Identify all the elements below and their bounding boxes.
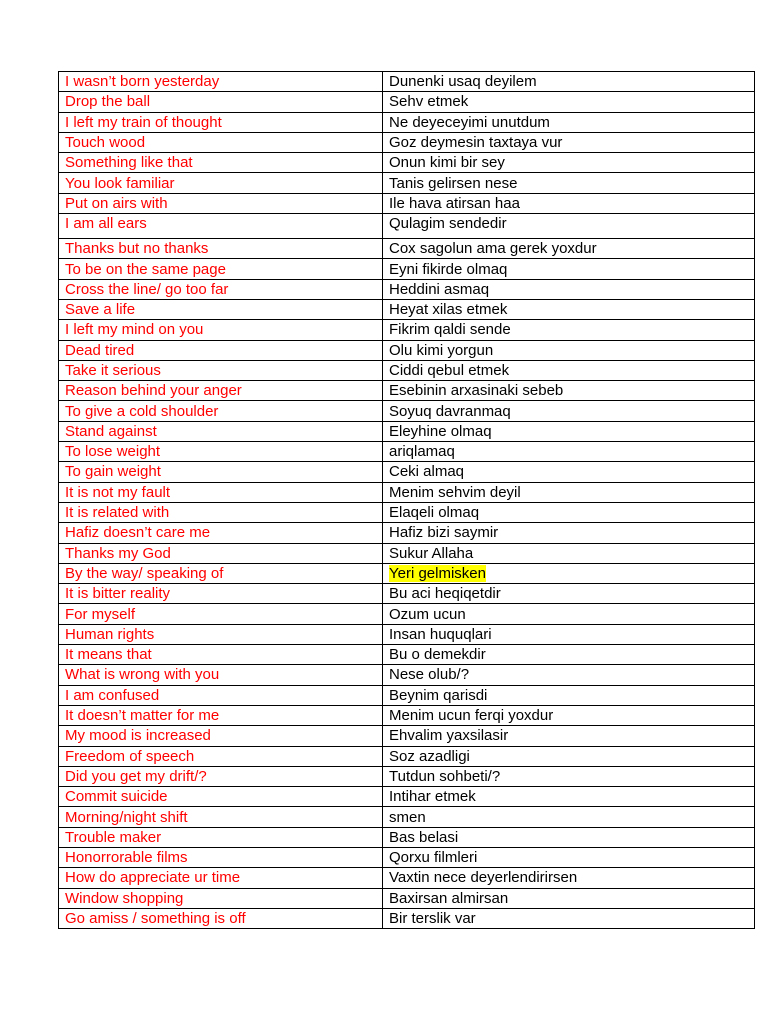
- translation-cell: [383, 193, 755, 213]
- table-row: [59, 868, 755, 888]
- english-phrase-cell: [59, 847, 383, 867]
- translation-cell: [383, 604, 755, 624]
- phrase-table-body: [59, 72, 755, 929]
- english-phrase-cell: [59, 665, 383, 685]
- translation: Elaqeli olmaq: [389, 504, 480, 522]
- english-phrase: My mood is increased: [65, 727, 211, 745]
- translation: Qulagim sendedir: [389, 215, 507, 233]
- translation-cell: [383, 462, 755, 482]
- english-phrase-cell: [59, 72, 383, 92]
- table-row: [59, 543, 755, 563]
- translation: ariqlamaq: [389, 443, 455, 461]
- table-row: [59, 173, 755, 193]
- english-phrase: Freedom of speech: [65, 747, 195, 765]
- table-row: [59, 132, 755, 152]
- table-row: [59, 888, 755, 908]
- english-phrase: You look familiar: [65, 174, 175, 192]
- translation-cell: [383, 173, 755, 193]
- translation: Olu kimi yorgun: [389, 341, 494, 359]
- table-row: [59, 360, 755, 380]
- translation: Sukur Allaha: [389, 544, 474, 562]
- english-phrase: It means that: [65, 646, 152, 664]
- translation-cell: [383, 868, 755, 888]
- english-phrase-cell: [59, 888, 383, 908]
- english-phrase: Touch wood: [65, 134, 146, 152]
- translation: Dunenki usaq deyilem: [389, 73, 537, 91]
- table-row: [59, 112, 755, 132]
- table-row: [59, 847, 755, 867]
- english-phrase-cell: [59, 482, 383, 502]
- translation: Eyni fikirde olmaq: [389, 260, 508, 278]
- english-phrase: It is bitter reality: [65, 585, 171, 603]
- translation: Menim ucun ferqi yoxdur: [389, 707, 554, 725]
- translation: Baxirsan almirsan: [389, 889, 509, 907]
- english-phrase: Drop the ball: [65, 93, 151, 111]
- english-phrase-cell: [59, 908, 383, 928]
- translation-cell: [383, 685, 755, 705]
- english-phrase: It doesn’t matter for me: [65, 707, 220, 725]
- english-phrase: Honorrorable films: [65, 849, 188, 867]
- english-phrase-cell: [59, 462, 383, 482]
- translation-cell: [383, 214, 755, 239]
- translation-cell: [383, 624, 755, 644]
- translation: Beynim qarisdi: [389, 686, 488, 704]
- translation: Bas belasi: [389, 828, 459, 846]
- table-row: [59, 523, 755, 543]
- english-phrase-cell: [59, 624, 383, 644]
- translation: Goz deymesin taxtaya vur: [389, 134, 563, 152]
- english-phrase-cell: [59, 543, 383, 563]
- translation-cell: [383, 746, 755, 766]
- translation: Ne deyeceyimi unutdum: [389, 113, 550, 131]
- english-phrase: I am confused: [65, 686, 160, 704]
- english-phrase: I left my train of thought: [65, 113, 222, 131]
- english-phrase-cell: [59, 584, 383, 604]
- english-phrase-cell: [59, 502, 383, 522]
- english-phrase: To be on the same page: [65, 260, 226, 278]
- translation: Bu o demekdir: [389, 646, 486, 664]
- translation-cell: [383, 908, 755, 928]
- english-phrase-cell: [59, 421, 383, 441]
- table-row: [59, 239, 755, 259]
- english-phrase-cell: [59, 766, 383, 786]
- table-row: [59, 340, 755, 360]
- translation-cell: [383, 153, 755, 173]
- translation-cell: [383, 259, 755, 279]
- translation: Onun kimi bir sey: [389, 154, 505, 172]
- english-phrase-cell: [59, 360, 383, 380]
- english-phrase: Morning/night shift: [65, 808, 188, 826]
- translation-cell: [383, 72, 755, 92]
- translation-cell: [383, 705, 755, 725]
- translation-cell: [383, 807, 755, 827]
- english-phrase-cell: [59, 563, 383, 583]
- translation-cell: [383, 401, 755, 421]
- english-phrase: How do appreciate ur time: [65, 869, 241, 887]
- translation-cell: [383, 320, 755, 340]
- english-phrase-cell: [59, 193, 383, 213]
- translation: Ozum ucun: [389, 605, 466, 623]
- table-row: [59, 563, 755, 583]
- translation: Nese olub/?: [389, 666, 470, 684]
- english-phrase: I left my mind on you: [65, 321, 204, 339]
- english-phrase: Trouble maker: [65, 828, 162, 846]
- translation: Vaxtin nece deyerlendirirsen: [389, 869, 578, 887]
- translation: Fikrim qaldi sende: [389, 321, 511, 339]
- english-phrase-cell: [59, 279, 383, 299]
- highlighted-translation: Yeri gelmisken: [389, 564, 486, 582]
- english-phrase-cell: [59, 92, 383, 112]
- translation-cell: [383, 563, 755, 583]
- translation: Ciddi qebul etmek: [389, 362, 510, 379]
- english-phrase: Human rights: [65, 625, 155, 643]
- translation-cell: [383, 340, 755, 360]
- table-row: [59, 279, 755, 299]
- english-phrase: Cross the line/ go too far: [65, 280, 229, 298]
- translation: Cox sagolun ama gerek yoxdur: [389, 240, 597, 258]
- translation-cell: [383, 421, 755, 441]
- english-phrase: Put on airs with: [65, 194, 168, 212]
- translation-cell: [383, 847, 755, 867]
- translation-cell: [383, 827, 755, 847]
- table-row: [59, 827, 755, 847]
- table-row: [59, 726, 755, 746]
- translation-cell: [383, 502, 755, 522]
- translation-cell: [383, 92, 755, 112]
- english-phrase: Save a life: [65, 301, 136, 319]
- translation-cell: [383, 239, 755, 259]
- table-row: [59, 401, 755, 421]
- english-phrase: What is wrong with you: [65, 666, 220, 684]
- table-row: [59, 462, 755, 482]
- english-phrase: Take it serious: [65, 362, 161, 379]
- english-phrase-cell: [59, 401, 383, 421]
- translation-cell: [383, 299, 755, 319]
- english-phrase: Stand against: [65, 422, 157, 440]
- translation: Heyat xilas etmek: [389, 301, 508, 319]
- english-phrase: Did you get my drift/?: [65, 767, 207, 785]
- translation: Hafiz bizi saymir: [389, 524, 499, 542]
- table-row: [59, 482, 755, 502]
- table-row: [59, 299, 755, 319]
- english-phrase: Something like that: [65, 154, 193, 172]
- translation: Insan huquqlari: [389, 625, 492, 643]
- english-phrase-cell: [59, 442, 383, 462]
- english-phrase-cell: [59, 868, 383, 888]
- english-phrase-cell: [59, 340, 383, 360]
- english-phrase-cell: [59, 381, 383, 401]
- table-row: [59, 502, 755, 522]
- translation: smen: [389, 808, 426, 826]
- translation-cell: [383, 888, 755, 908]
- translation-cell: [383, 665, 755, 685]
- english-phrase-cell: [59, 239, 383, 259]
- table-row: [59, 807, 755, 827]
- translation: Qorxu filmleri: [389, 849, 478, 867]
- translation: Soz azadligi: [389, 747, 470, 765]
- phrase-table: [58, 71, 755, 929]
- translation-cell: [383, 279, 755, 299]
- english-phrase-cell: [59, 132, 383, 152]
- translation: Ile hava atirsan haa: [389, 194, 520, 212]
- english-phrase-cell: [59, 299, 383, 319]
- translation-cell: [383, 381, 755, 401]
- english-phrase: I am all ears: [65, 215, 147, 233]
- english-phrase-cell: [59, 523, 383, 543]
- translation: Soyuq davranmaq: [389, 402, 511, 420]
- english-phrase-cell: [59, 726, 383, 746]
- english-phrase-cell: [59, 112, 383, 132]
- english-phrase-cell: [59, 685, 383, 705]
- translation-cell: [383, 442, 755, 462]
- translation: Intihar etmek: [389, 788, 476, 806]
- table-row: [59, 72, 755, 92]
- translation: Heddini asmaq: [389, 280, 490, 298]
- translation: Bir terslik var: [389, 910, 476, 928]
- translation: Bu aci heqiqetdir: [389, 585, 501, 603]
- english-phrase-cell: [59, 746, 383, 766]
- english-phrase-cell: [59, 153, 383, 173]
- table-row: [59, 604, 755, 624]
- english-phrase: Thanks but no thanks: [65, 240, 209, 258]
- english-phrase: To lose weight: [65, 443, 161, 461]
- english-phrase: Reason behind your anger: [65, 382, 242, 400]
- translation: Menim sehvim deyil: [389, 483, 521, 501]
- table-row: [59, 193, 755, 213]
- english-phrase-cell: [59, 320, 383, 340]
- english-phrase: Thanks my God: [65, 544, 171, 562]
- translation-cell: [383, 645, 755, 665]
- table-row: [59, 766, 755, 786]
- translation-cell: [383, 543, 755, 563]
- english-phrase-cell: [59, 259, 383, 279]
- english-phrase: To give a cold shoulder: [65, 402, 219, 420]
- table-row: [59, 624, 755, 644]
- english-phrase-cell: [59, 645, 383, 665]
- english-phrase-cell: [59, 807, 383, 827]
- english-phrase: Dead tired: [65, 341, 135, 359]
- table-row: [59, 442, 755, 462]
- translation-cell: [383, 360, 755, 380]
- table-row: [59, 705, 755, 725]
- english-phrase-cell: [59, 173, 383, 193]
- table-row: [59, 685, 755, 705]
- table-row: [59, 214, 755, 239]
- english-phrase-cell: [59, 604, 383, 624]
- english-phrase: Go amiss / something is off: [65, 910, 246, 928]
- table-row: [59, 92, 755, 112]
- english-phrase: It is related with: [65, 504, 170, 522]
- translation-cell: [383, 132, 755, 152]
- translation-cell: [383, 112, 755, 132]
- english-phrase: By the way/ speaking of: [65, 564, 224, 582]
- table-row: [59, 584, 755, 604]
- english-phrase: Commit suicide: [65, 788, 168, 806]
- translation-cell: [383, 482, 755, 502]
- translation: Ehvalim yaxsilasir: [389, 727, 509, 745]
- translation-cell: [383, 726, 755, 746]
- table-row: [59, 320, 755, 340]
- english-phrase-cell: [59, 827, 383, 847]
- table-row: [59, 746, 755, 766]
- english-phrase: Hafiz doesn’t care me: [65, 524, 211, 542]
- table-row: [59, 259, 755, 279]
- table-row: [59, 665, 755, 685]
- translation: Eleyhine olmaq: [389, 422, 492, 440]
- table-row: [59, 908, 755, 928]
- table-row: [59, 421, 755, 441]
- table-row: [59, 645, 755, 665]
- table-row: [59, 153, 755, 173]
- translation: Tutdun sohbeti/?: [389, 767, 501, 785]
- english-phrase: Window shopping: [65, 889, 184, 907]
- translation: Sehv etmek: [389, 93, 469, 111]
- translation: Tanis gelirsen nese: [389, 174, 518, 192]
- translation: Ceki almaq: [389, 463, 465, 481]
- translation-cell: [383, 787, 755, 807]
- english-phrase: I wasn’t born yesterday: [65, 73, 220, 91]
- english-phrase: To gain weight: [65, 463, 161, 481]
- translation-cell: [383, 584, 755, 604]
- table-row: [59, 787, 755, 807]
- english-phrase-cell: [59, 214, 383, 239]
- translation-cell: [383, 523, 755, 543]
- english-phrase: It is not my fault: [65, 483, 171, 501]
- table-row: [59, 381, 755, 401]
- english-phrase-cell: [59, 705, 383, 725]
- translation-cell: [383, 766, 755, 786]
- english-phrase: For myself: [65, 605, 136, 623]
- translation: Esebinin arxasinaki sebeb: [389, 382, 564, 400]
- english-phrase-cell: [59, 787, 383, 807]
